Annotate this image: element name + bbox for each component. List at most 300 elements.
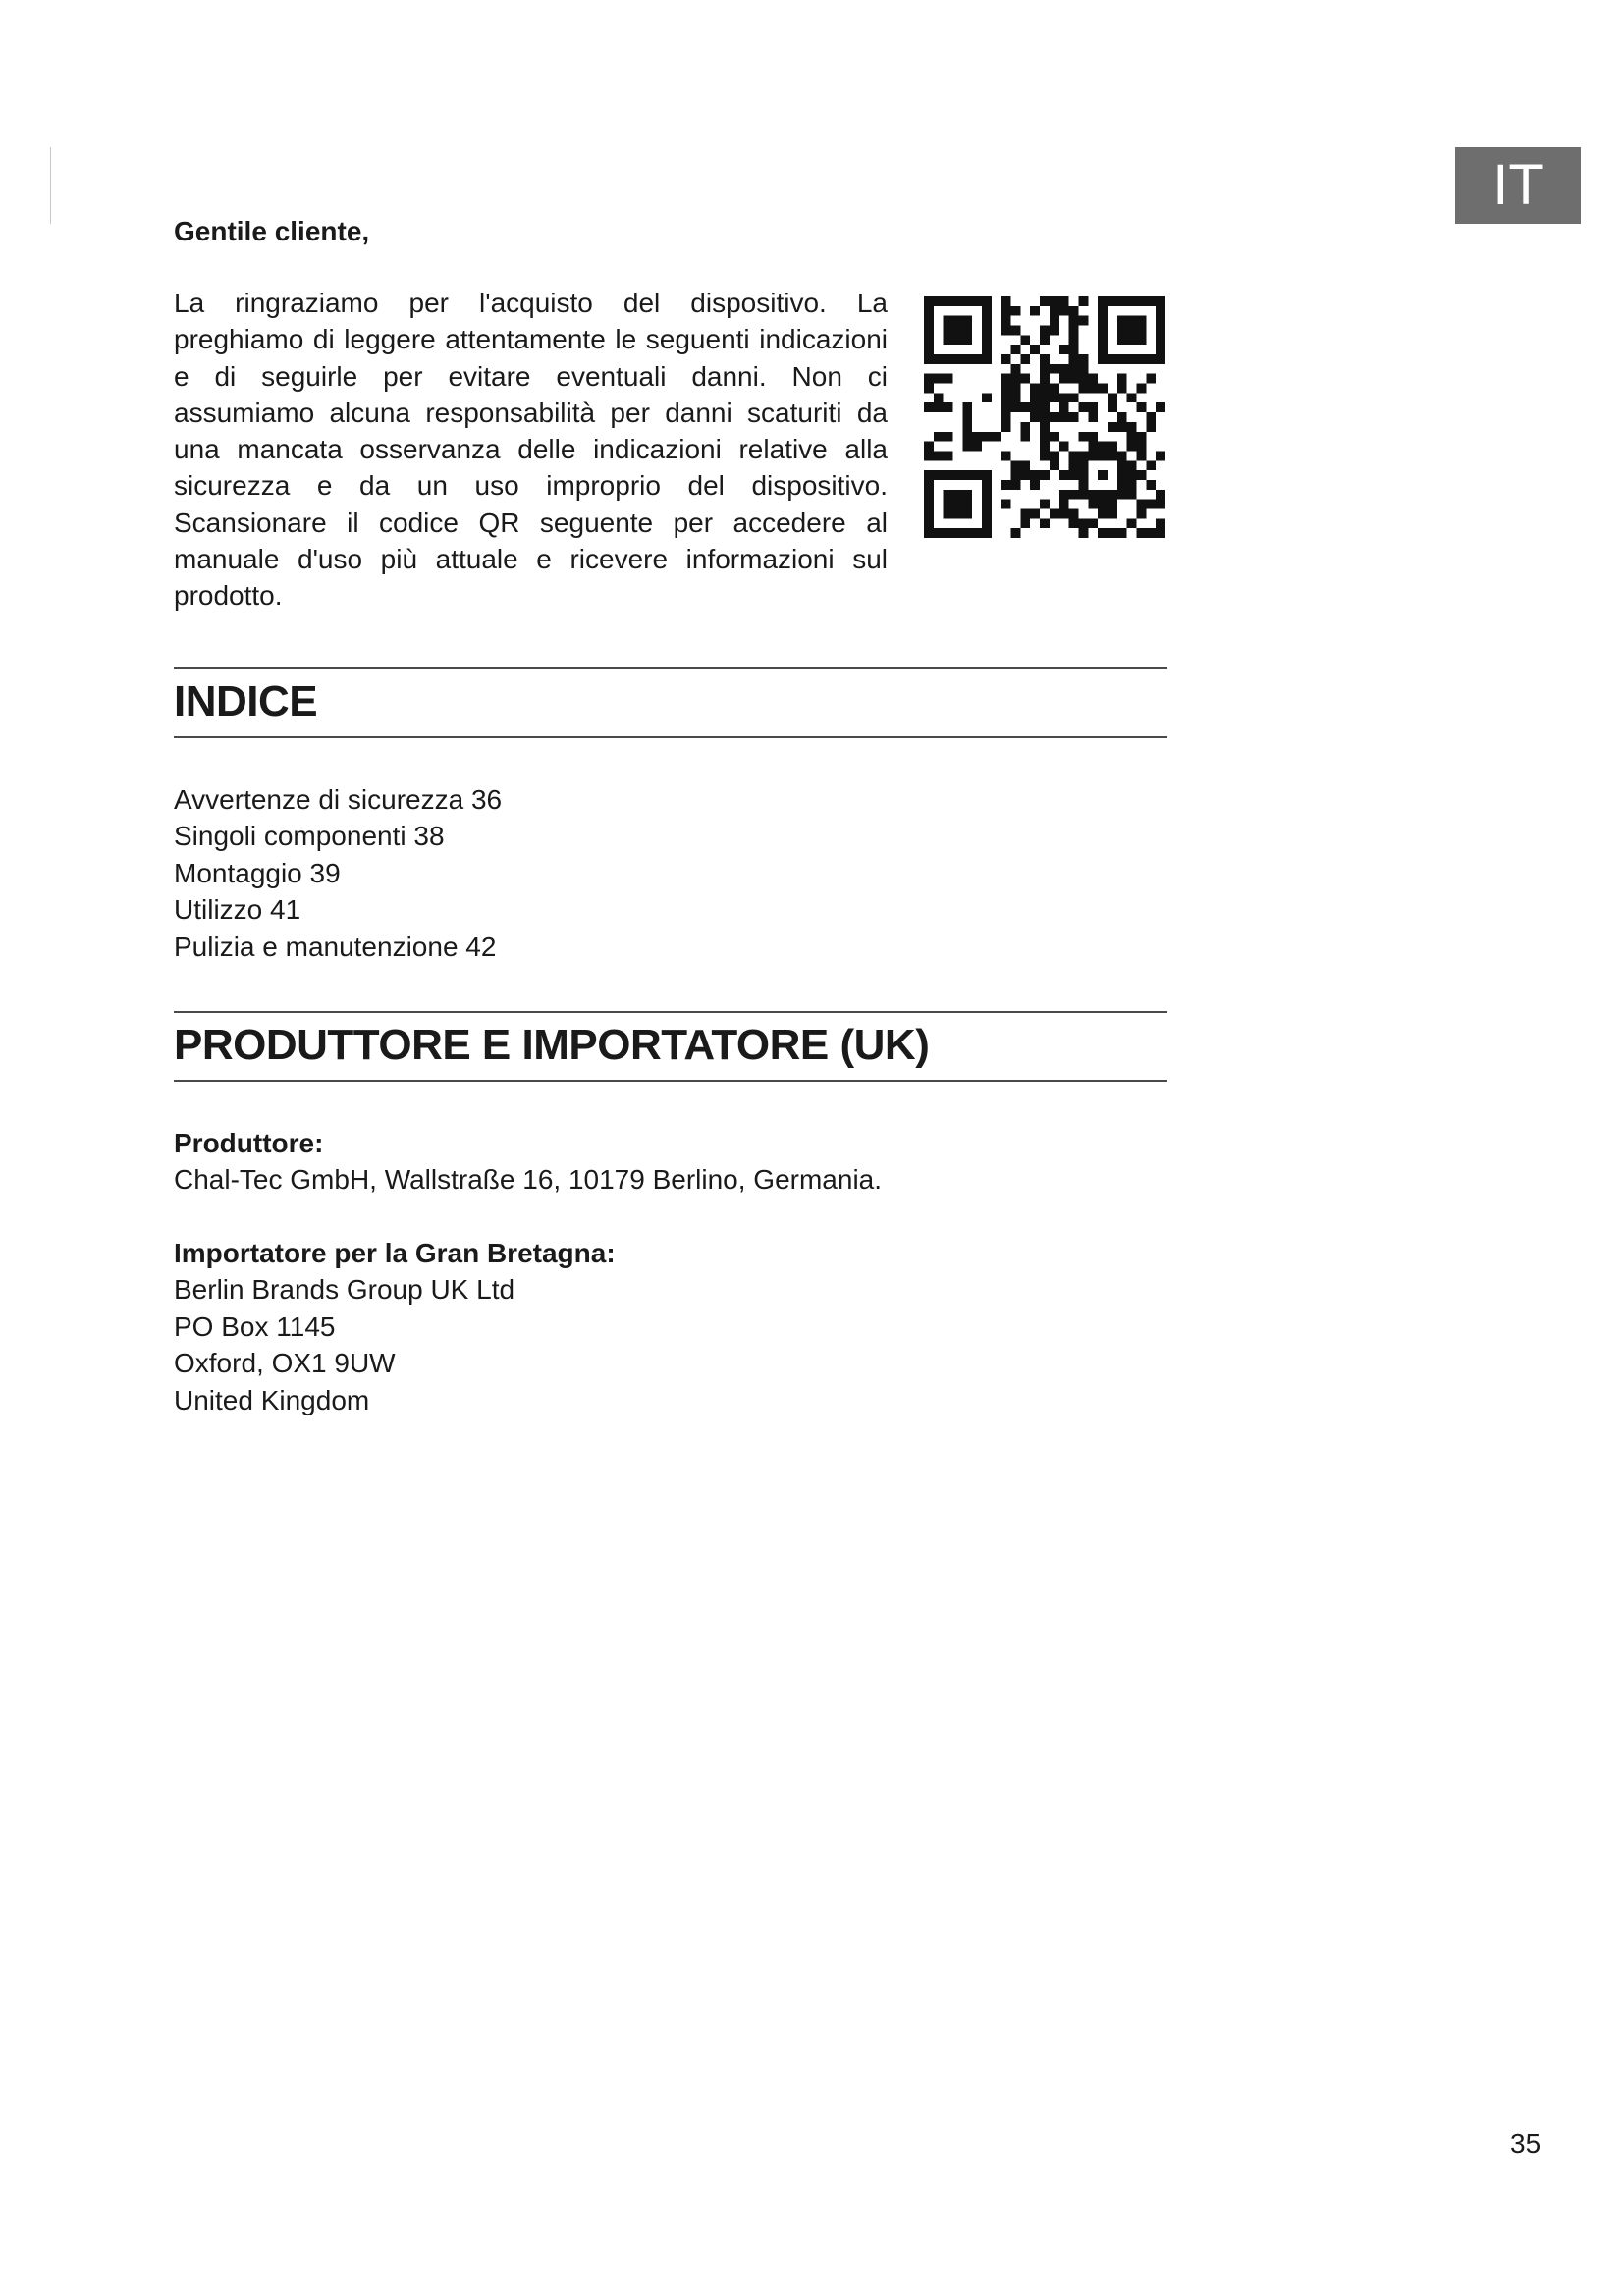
qr-module bbox=[924, 451, 934, 460]
qr-module bbox=[944, 528, 953, 538]
qr-module bbox=[1069, 412, 1079, 422]
qr-module bbox=[1050, 384, 1059, 394]
qr-module bbox=[953, 508, 963, 518]
qr-module bbox=[934, 354, 944, 364]
qr-module bbox=[1098, 490, 1108, 500]
qr-module bbox=[1117, 326, 1127, 336]
qr-module bbox=[1078, 432, 1088, 442]
qr-module bbox=[1136, 528, 1146, 538]
qr-module bbox=[1088, 442, 1098, 452]
qr-module bbox=[1050, 432, 1059, 442]
importer-address-line: PO Box 1145 bbox=[174, 1310, 336, 1342]
qr-module bbox=[962, 422, 972, 432]
qr-module bbox=[1117, 335, 1127, 345]
qr-module bbox=[1146, 412, 1156, 422]
qr-module bbox=[934, 296, 944, 306]
qr-module bbox=[1156, 306, 1165, 316]
qr-module bbox=[982, 306, 992, 316]
qr-module bbox=[1127, 490, 1137, 500]
qr-module bbox=[1156, 335, 1165, 345]
qr-module bbox=[1059, 412, 1069, 422]
qr-module bbox=[1001, 500, 1011, 509]
qr-module bbox=[1136, 500, 1146, 509]
qr-module bbox=[1127, 335, 1137, 345]
qr-module bbox=[982, 335, 992, 345]
qr-module bbox=[1078, 460, 1088, 470]
qr-module bbox=[953, 470, 963, 480]
qr-module bbox=[982, 296, 992, 306]
qr-module bbox=[1020, 374, 1030, 384]
qr-module bbox=[1001, 393, 1011, 402]
qr-module bbox=[953, 326, 963, 336]
qr-module bbox=[1088, 384, 1098, 394]
qr-module bbox=[953, 490, 963, 500]
qr-module bbox=[1030, 306, 1040, 316]
qr-module bbox=[962, 528, 972, 538]
qr-module bbox=[1098, 316, 1108, 326]
qr-module bbox=[1011, 393, 1021, 402]
qr-module bbox=[962, 326, 972, 336]
qr-module bbox=[1127, 442, 1137, 452]
qr-module bbox=[1011, 374, 1021, 384]
qr-module bbox=[924, 500, 934, 509]
qr-module bbox=[1136, 432, 1146, 442]
qr-module bbox=[1146, 528, 1156, 538]
qr-module bbox=[1098, 296, 1108, 306]
qr-module bbox=[1001, 402, 1011, 412]
qr-module bbox=[1078, 296, 1088, 306]
qr-module bbox=[1117, 374, 1127, 384]
qr-module bbox=[1078, 480, 1088, 490]
qr-module bbox=[1156, 451, 1165, 460]
qr-module bbox=[1069, 335, 1079, 345]
qr-module bbox=[1146, 460, 1156, 470]
qr-module bbox=[1069, 518, 1079, 528]
qr-module bbox=[1078, 490, 1088, 500]
qr-module bbox=[1156, 296, 1165, 306]
qr-module bbox=[1059, 374, 1069, 384]
qr-module bbox=[1136, 402, 1146, 412]
qr-module bbox=[1040, 500, 1050, 509]
toc-item[interactable]: Montaggio 39 bbox=[174, 857, 341, 888]
manufacturer-block bbox=[174, 1125, 882, 1199]
qr-module bbox=[1156, 402, 1165, 412]
qr-module bbox=[1001, 480, 1011, 490]
qr-module bbox=[924, 306, 934, 316]
qr-module bbox=[1127, 518, 1137, 528]
qr-module bbox=[1011, 480, 1021, 490]
qr-module bbox=[972, 442, 982, 452]
qr-module bbox=[1078, 402, 1088, 412]
table-of-contents bbox=[174, 781, 502, 965]
qr-module bbox=[1001, 316, 1011, 326]
qr-module bbox=[1050, 316, 1059, 326]
qr-module bbox=[962, 432, 972, 442]
qr-module bbox=[962, 508, 972, 518]
qr-module bbox=[1001, 296, 1011, 306]
qr-module bbox=[1040, 451, 1050, 460]
qr-module bbox=[1127, 393, 1137, 402]
qr-module bbox=[1078, 364, 1088, 374]
qr-module bbox=[1136, 442, 1146, 452]
qr-module bbox=[982, 518, 992, 528]
qr-module bbox=[962, 402, 972, 412]
manufacturer-label: Produttore: bbox=[174, 1128, 324, 1158]
qr-module bbox=[982, 480, 992, 490]
qr-module bbox=[1117, 412, 1127, 422]
qr-module bbox=[944, 451, 953, 460]
qr-module bbox=[924, 316, 934, 326]
qr-module bbox=[1108, 422, 1117, 432]
qr-module bbox=[1078, 354, 1088, 364]
qr-module bbox=[982, 500, 992, 509]
toc-item[interactable]: Pulizia e manutenzione 42 bbox=[174, 931, 497, 962]
qr-module bbox=[1136, 326, 1146, 336]
qr-module bbox=[1136, 470, 1146, 480]
qr-module bbox=[1127, 460, 1137, 470]
qr-module bbox=[1020, 422, 1030, 432]
qr-module bbox=[1069, 393, 1079, 402]
qr-module bbox=[1078, 528, 1088, 538]
qr-module bbox=[1050, 451, 1059, 460]
qr-module bbox=[934, 528, 944, 538]
qr-module bbox=[924, 490, 934, 500]
qr-module bbox=[1059, 364, 1069, 374]
qr-module bbox=[1156, 345, 1165, 354]
qr-module bbox=[1108, 451, 1117, 460]
qr-module bbox=[924, 528, 934, 538]
qr-module bbox=[1050, 296, 1059, 306]
qr-module bbox=[1156, 490, 1165, 500]
qr-module bbox=[1117, 422, 1127, 432]
qr-module bbox=[972, 296, 982, 306]
qr-module bbox=[962, 296, 972, 306]
qr-module bbox=[1098, 384, 1108, 394]
qr-module bbox=[1108, 442, 1117, 452]
qr-module bbox=[953, 500, 963, 509]
qr-module bbox=[982, 326, 992, 336]
qr-module bbox=[1117, 296, 1127, 306]
qr-module bbox=[1001, 412, 1011, 422]
qr-module bbox=[1050, 326, 1059, 336]
qr-module bbox=[1001, 374, 1011, 384]
qr-module bbox=[1146, 500, 1156, 509]
qr-module bbox=[1011, 460, 1021, 470]
qr-module bbox=[1040, 335, 1050, 345]
qr-module bbox=[1020, 335, 1030, 345]
qr-module bbox=[1011, 470, 1021, 480]
qr-module bbox=[1088, 402, 1098, 412]
qr-module bbox=[1108, 528, 1117, 538]
qr-module bbox=[1001, 354, 1011, 364]
qr-module bbox=[1146, 374, 1156, 384]
qr-module bbox=[944, 335, 953, 345]
qr-module bbox=[1127, 470, 1137, 480]
importer-address-line: Berlin Brands Group UK Ltd bbox=[174, 1274, 515, 1306]
qr-module bbox=[962, 316, 972, 326]
qr-module bbox=[1040, 393, 1050, 402]
qr-module bbox=[1117, 490, 1127, 500]
qr-module bbox=[1098, 345, 1108, 354]
greeting: Gentile cliente, bbox=[174, 216, 370, 246]
qr-module bbox=[1146, 296, 1156, 306]
manufacturer-address: Chal-Tec GmbH, Wallstraße 16, 10179 Berlino, Germania. bbox=[174, 1164, 883, 1196]
qr-module bbox=[1156, 528, 1165, 538]
qr-module bbox=[1020, 354, 1030, 364]
qr-module bbox=[1030, 393, 1040, 402]
qr-module bbox=[944, 508, 953, 518]
manufacturer-section-title: PRODUTTORE E IMPORTATORE (UK) bbox=[174, 1021, 930, 1069]
qr-module bbox=[924, 442, 934, 452]
qr-module bbox=[1117, 480, 1127, 490]
qr-module bbox=[1069, 364, 1079, 374]
qr-module bbox=[1030, 402, 1040, 412]
qr-module bbox=[1127, 480, 1137, 490]
qr-module bbox=[1108, 500, 1117, 509]
qr-module bbox=[1040, 470, 1050, 480]
qr-module bbox=[1069, 460, 1079, 470]
qr-module bbox=[1011, 306, 1021, 316]
qr-module bbox=[944, 490, 953, 500]
index-top-rule bbox=[174, 667, 1167, 669]
qr-module bbox=[982, 470, 992, 480]
qr-module bbox=[1098, 306, 1108, 316]
qr-module bbox=[1156, 518, 1165, 528]
qr-module bbox=[1059, 470, 1069, 480]
qr-module bbox=[1117, 354, 1127, 364]
qr-module bbox=[944, 500, 953, 509]
qr-module bbox=[1040, 364, 1050, 374]
qr-module bbox=[1098, 500, 1108, 509]
qr-module bbox=[1078, 374, 1088, 384]
qr-module bbox=[1059, 500, 1069, 509]
qr-module bbox=[982, 508, 992, 518]
qr-module bbox=[924, 518, 934, 528]
qr-module bbox=[944, 402, 953, 412]
qr-module bbox=[1050, 460, 1059, 470]
qr-module bbox=[1030, 412, 1040, 422]
qr-module bbox=[1020, 518, 1030, 528]
qr-module bbox=[1050, 412, 1059, 422]
qr-module bbox=[962, 442, 972, 452]
qr-module bbox=[1146, 422, 1156, 432]
qr-module bbox=[1098, 451, 1108, 460]
qr-module bbox=[953, 316, 963, 326]
qr-module bbox=[924, 374, 934, 384]
qr-module bbox=[1040, 422, 1050, 432]
qr-module bbox=[1156, 316, 1165, 326]
qr-module bbox=[1030, 480, 1040, 490]
qr-module bbox=[1040, 518, 1050, 528]
qr-module bbox=[1088, 432, 1098, 442]
qr-module bbox=[1088, 374, 1098, 384]
qr-module bbox=[1011, 364, 1021, 374]
qr-module bbox=[1059, 402, 1069, 412]
qr-module bbox=[962, 412, 972, 422]
qr-module bbox=[1127, 432, 1137, 442]
qr-module bbox=[1040, 442, 1050, 452]
qr-module bbox=[1030, 470, 1040, 480]
qr-module bbox=[924, 470, 934, 480]
qr-module bbox=[1040, 412, 1050, 422]
qr-module bbox=[1020, 402, 1030, 412]
qr-module bbox=[1059, 508, 1069, 518]
qr-module bbox=[1069, 316, 1079, 326]
qr-module bbox=[982, 393, 992, 402]
importer-label: Importatore per la Gran Bretagna: bbox=[174, 1238, 616, 1268]
qr-module bbox=[924, 354, 934, 364]
qr-module bbox=[1059, 345, 1069, 354]
qr-module bbox=[1078, 316, 1088, 326]
qr-module bbox=[934, 451, 944, 460]
qr-module bbox=[1069, 374, 1079, 384]
qr-module bbox=[982, 345, 992, 354]
qr-module bbox=[1117, 384, 1127, 394]
qr-module bbox=[1040, 326, 1050, 336]
qr-module bbox=[1078, 451, 1088, 460]
qr-module bbox=[1117, 528, 1127, 538]
qr-module bbox=[1001, 326, 1011, 336]
qr-module bbox=[982, 432, 992, 442]
qr-module bbox=[1098, 508, 1108, 518]
qr-module bbox=[1020, 460, 1030, 470]
qr-module bbox=[944, 296, 953, 306]
qr-module bbox=[1127, 422, 1137, 432]
qr-module bbox=[1030, 508, 1040, 518]
qr-module bbox=[1108, 296, 1117, 306]
qr-module bbox=[1098, 442, 1108, 452]
qr-module bbox=[1078, 384, 1088, 394]
qr-module bbox=[1108, 508, 1117, 518]
qr-module bbox=[982, 490, 992, 500]
qr-module bbox=[1136, 354, 1146, 364]
qr-module bbox=[1011, 345, 1021, 354]
qr-module bbox=[924, 402, 934, 412]
qr-module bbox=[944, 316, 953, 326]
qr-module bbox=[1069, 345, 1079, 354]
qr-module bbox=[962, 500, 972, 509]
qr-module bbox=[944, 432, 953, 442]
importer-block bbox=[174, 1235, 616, 1418]
qr-module bbox=[1069, 490, 1079, 500]
qr-module bbox=[1088, 412, 1098, 422]
qr-module bbox=[1098, 354, 1108, 364]
qr-module bbox=[1146, 354, 1156, 364]
qr-module bbox=[1078, 470, 1088, 480]
qr-module bbox=[1040, 432, 1050, 442]
qr-module bbox=[1069, 306, 1079, 316]
qr-module bbox=[1040, 384, 1050, 394]
qr-module bbox=[1020, 432, 1030, 442]
manufacturer-bottom-rule bbox=[174, 1080, 1167, 1082]
qr-module bbox=[953, 528, 963, 538]
qr-module bbox=[1001, 422, 1011, 432]
qr-module bbox=[924, 480, 934, 490]
qr-module bbox=[934, 374, 944, 384]
qr-module bbox=[1098, 470, 1108, 480]
qr-module bbox=[1059, 306, 1069, 316]
qr-module bbox=[1146, 480, 1156, 490]
qr-module bbox=[962, 470, 972, 480]
qr-module bbox=[1136, 335, 1146, 345]
qr-module bbox=[962, 354, 972, 364]
qr-module bbox=[934, 402, 944, 412]
qr-module bbox=[972, 354, 982, 364]
qr-module bbox=[972, 528, 982, 538]
qr-module bbox=[1136, 451, 1146, 460]
qr-module bbox=[1020, 470, 1030, 480]
qr-module bbox=[962, 335, 972, 345]
qr-module bbox=[1069, 354, 1079, 364]
qr-module bbox=[1108, 490, 1117, 500]
qr-module bbox=[1030, 384, 1040, 394]
qr-module bbox=[1136, 384, 1146, 394]
qr-module bbox=[1011, 326, 1021, 336]
qr-module bbox=[1117, 451, 1127, 460]
qr-module bbox=[972, 432, 982, 442]
qr-code-icon[interactable] bbox=[924, 294, 1165, 541]
qr-module bbox=[1156, 500, 1165, 509]
qr-module bbox=[934, 470, 944, 480]
qr-module bbox=[1127, 354, 1137, 364]
qr-module bbox=[1127, 296, 1137, 306]
qr-module bbox=[1136, 316, 1146, 326]
qr-module bbox=[1078, 518, 1088, 528]
qr-module bbox=[944, 374, 953, 384]
qr-module bbox=[924, 508, 934, 518]
importer-address-line: United Kingdom bbox=[174, 1384, 370, 1415]
qr-module bbox=[944, 326, 953, 336]
qr-module bbox=[934, 432, 944, 442]
qr-module bbox=[1011, 402, 1021, 412]
qr-module bbox=[1059, 490, 1069, 500]
qr-module bbox=[1030, 345, 1040, 354]
qr-module bbox=[1117, 316, 1127, 326]
qr-module bbox=[924, 384, 934, 394]
language-tab: IT bbox=[1455, 147, 1581, 224]
qr-module bbox=[982, 316, 992, 326]
qr-module bbox=[1059, 393, 1069, 402]
qr-module bbox=[1069, 326, 1079, 336]
intro-paragraph: La ringraziamo per l'acquisto del dispositivo. La preghiamo di leggere attentamente le seguenti indicazioni e di seguirle per evitare eventuali danni. Non ci assumiamo alcuna responsabilità per danni scaturiti da una mancata osservanza delle indicazioni relative alla sicurezza e da un uso improprio del dispositivo. Scansionare il codice QR seguente per accedere al manuale d'uso più attuale e ricevere informazioni sul prodotto. bbox=[174, 288, 888, 612]
qr-module bbox=[982, 528, 992, 538]
qr-module bbox=[1127, 316, 1137, 326]
qr-module bbox=[1127, 326, 1137, 336]
toc-item[interactable]: Utilizzo 41 bbox=[174, 894, 301, 926]
qr-module bbox=[953, 354, 963, 364]
qr-module bbox=[1156, 354, 1165, 364]
qr-module bbox=[1108, 393, 1117, 402]
margin-line bbox=[50, 147, 51, 224]
qr-module bbox=[924, 345, 934, 354]
qr-module bbox=[1098, 335, 1108, 345]
qr-module bbox=[953, 335, 963, 345]
qr-module bbox=[944, 470, 953, 480]
index-title: INDICE bbox=[174, 677, 318, 725]
toc-item[interactable]: Avvertenze di sicurezza 36 bbox=[174, 784, 503, 815]
qr-module bbox=[1098, 528, 1108, 538]
qr-module bbox=[934, 393, 944, 402]
qr-module bbox=[924, 326, 934, 336]
qr-module bbox=[972, 470, 982, 480]
qr-module bbox=[1001, 451, 1011, 460]
qr-module bbox=[992, 432, 1001, 442]
qr-module bbox=[1088, 451, 1098, 460]
qr-module bbox=[1050, 393, 1059, 402]
toc-item[interactable]: Singoli componenti 38 bbox=[174, 821, 445, 852]
qr-module bbox=[1088, 518, 1098, 528]
qr-module bbox=[1098, 326, 1108, 336]
